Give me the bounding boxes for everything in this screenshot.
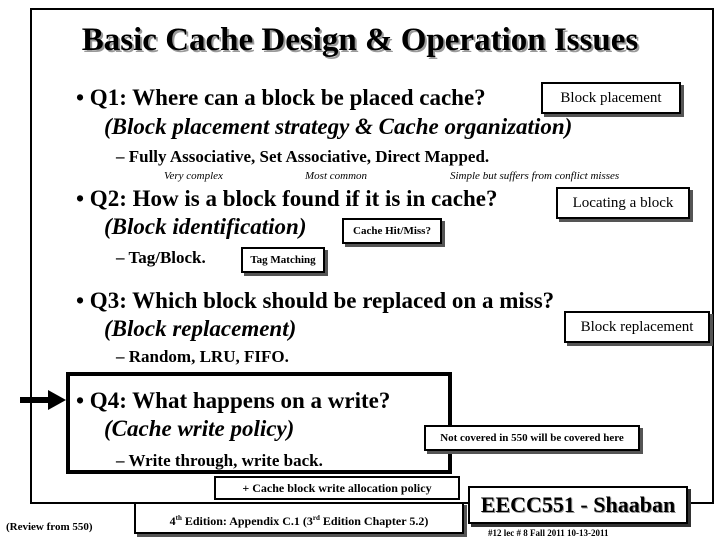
arrow-right-icon: [20, 388, 70, 412]
slide-title: Basic Cache Design & Operation Issues: [81, 22, 639, 58]
q4-question: • Q4: What happens on a write?: [76, 388, 391, 413]
q4-subtitle: (Cache write policy): [104, 416, 295, 441]
not-covered-note: Not covered in 550 will be covered here: [424, 425, 640, 451]
slide-number: #12 lec # 8 Fall 2011 10-13-2011: [488, 528, 609, 538]
q3-detail: – Random, LRU, FIFO.: [116, 347, 289, 366]
q3-question: • Q3: Which block should be replaced on a miss?: [76, 288, 555, 313]
block-placement-badge: Block placement: [541, 82, 681, 114]
q1-detail: – Fully Associative, Set Associative, Direct Mapped.: [116, 147, 490, 166]
ref-edition-c: Edition Chapter 5.2): [319, 514, 429, 528]
write-allocation-note: + Cache block write allocation policy: [214, 476, 460, 500]
cache-hit-miss-badge: Cache Hit/Miss?: [342, 218, 442, 244]
locating-block-badge: Locating a block: [556, 187, 690, 219]
review-note: (Review from 550): [6, 521, 93, 533]
q3-subtitle: (Block replacement): [104, 316, 297, 341]
course-label: EECC551 - Shaaban: [468, 486, 688, 524]
q2-detail: – Tag/Block.: [116, 248, 206, 267]
q2-question: • Q2: How is a block found if it is in cache?: [76, 186, 498, 211]
textbook-reference: [134, 502, 464, 534]
q2-subtitle: (Block identification): [104, 214, 307, 239]
tag-matching-badge: Tag Matching: [241, 247, 325, 273]
block-replacement-badge: Block replacement: [564, 311, 710, 343]
note-very-complex: Very complex: [164, 170, 223, 182]
ref-sup-a: th: [175, 514, 182, 522]
q1-question: • Q1: Where can a block be placed cache?: [76, 85, 486, 110]
q1-subtitle: (Block placement strategy & Cache organization): [104, 114, 573, 139]
ref-sup-b: rd: [312, 514, 320, 522]
q4-detail: – Write through, write back.: [116, 451, 323, 470]
note-most-common: Most common: [305, 170, 368, 182]
note-conflict-misses: Simple but suffers from conflict misses: [450, 170, 620, 182]
ref-edition-b: Edition: Appendix C.1 (3: [181, 514, 313, 528]
ref-edition-a: 4: [169, 514, 176, 528]
